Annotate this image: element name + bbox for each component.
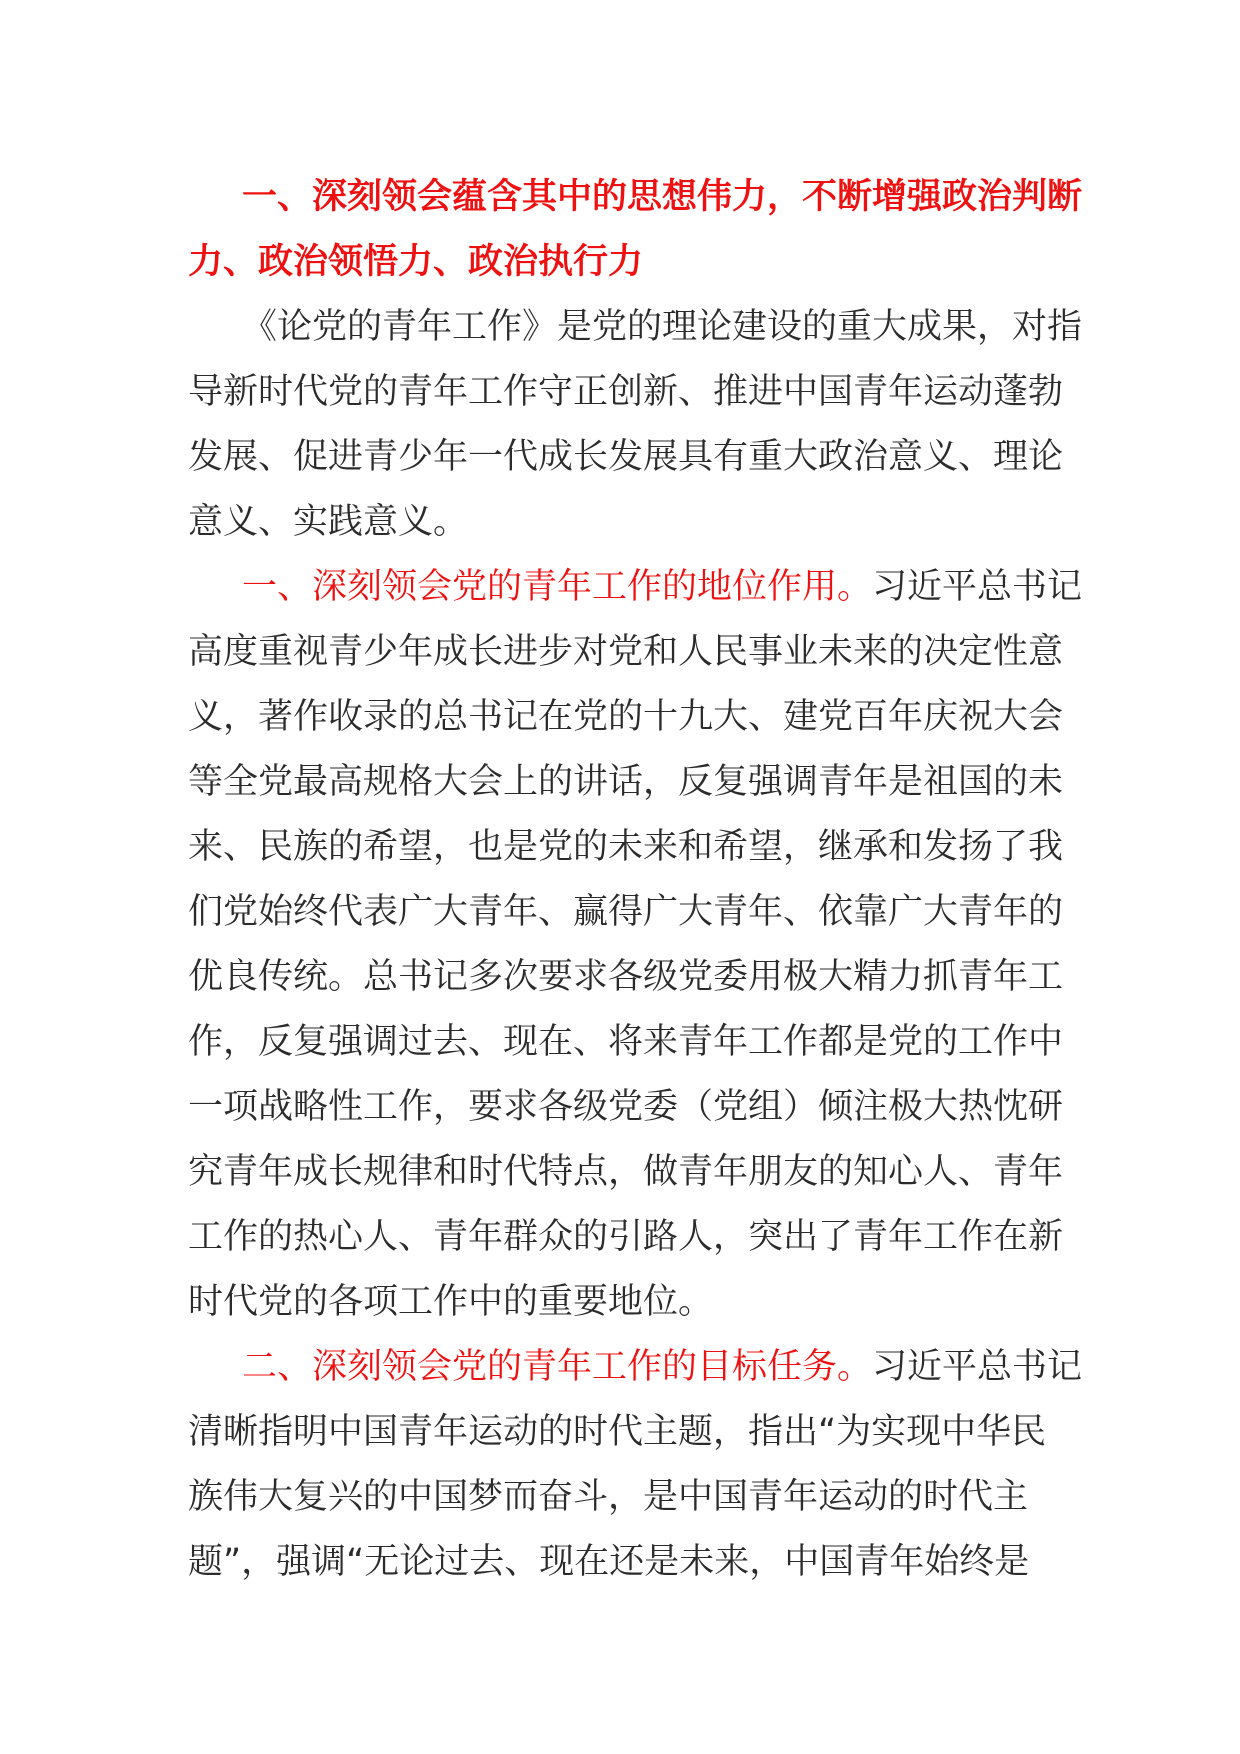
paragraph-line: 优良传统。总书记多次要求各级党委用极大精力抓青年工 bbox=[188, 957, 1064, 997]
paragraph-line: 工作的热心人、青年群众的引路人，突出了青年工作在新 bbox=[188, 1217, 1064, 1257]
paragraph-line: 一项战略性工作，要求各级党委（党组）倾注极大热忱研 bbox=[188, 1087, 1064, 1127]
paragraph-line: 高度重视青少年成长进步对党和人民事业未来的决定性意 bbox=[188, 632, 1064, 672]
paragraph-line: 题”，强调“无论过去、现在还是未来，中国青年始终是 bbox=[188, 1542, 1030, 1582]
paragraph-line: 族伟大复兴的中国梦而奋斗，是中国青年运动的时代主 bbox=[188, 1477, 1029, 1517]
paragraph-line: 导新时代党的青年工作守正创新、推进中国青年运动蓬勃 bbox=[188, 372, 1064, 412]
paragraph-line: 作，反复强调过去、现在、将来青年工作都是党的工作中 bbox=[188, 1022, 1064, 1062]
paragraph-line: 来、民族的希望，也是党的未来和希望，继承和发扬了我 bbox=[188, 827, 1064, 867]
document-page bbox=[188, 165, 1083, 1595]
paragraph-first-line bbox=[188, 1335, 1083, 1400]
intro-paragraph bbox=[188, 295, 1083, 555]
paragraph-line: 发展、促进青少年一代成长发展具有重大政治意义、理论 bbox=[188, 437, 1064, 477]
paragraph-line: 意义、实践意义。 bbox=[188, 502, 469, 542]
heading-line: 力、政治领悟力、政治执行力 bbox=[188, 242, 644, 282]
section-2-paragraph bbox=[188, 1335, 1083, 1595]
section-2-first-line-text: 习近平总书记 bbox=[872, 1347, 1083, 1387]
section-1-first-line-text: 习近平总书记 bbox=[872, 567, 1083, 607]
paragraph-line: 究青年成长规律和时代特点，做青年朋友的知心人、青年 bbox=[188, 1152, 1064, 1192]
section-2-title: 二、深刻领会党的青年工作的目标任务。 bbox=[242, 1347, 873, 1387]
paragraph-line: 们党始终代表广大青年、赢得广大青年、依靠广大青年的 bbox=[188, 892, 1064, 932]
section-heading bbox=[188, 165, 1083, 295]
paragraph-line: 等全党最高规格大会上的讲话，反复强调青年是祖国的未 bbox=[188, 762, 1064, 802]
paragraph-line: 时代党的各项工作中的重要地位。 bbox=[188, 1282, 714, 1322]
paragraph-first-line bbox=[188, 555, 1083, 620]
section-1-paragraph bbox=[188, 555, 1083, 1335]
paragraph-line: 清晰指明中国青年运动的时代主题，指出“为实现中华民 bbox=[188, 1412, 1047, 1452]
paragraph-line: 义，著作收录的总书记在党的十九大、建党百年庆祝大会 bbox=[188, 697, 1064, 737]
paragraph-line: 《论党的青年工作》是党的理论建设的重大成果，对指 bbox=[242, 307, 1083, 347]
section-1-title: 一、深刻领会党的青年工作的地位作用。 bbox=[242, 567, 873, 607]
heading-line: 一、深刻领会蕴含其中的思想伟力，不断增强政治判断 bbox=[242, 177, 1083, 217]
